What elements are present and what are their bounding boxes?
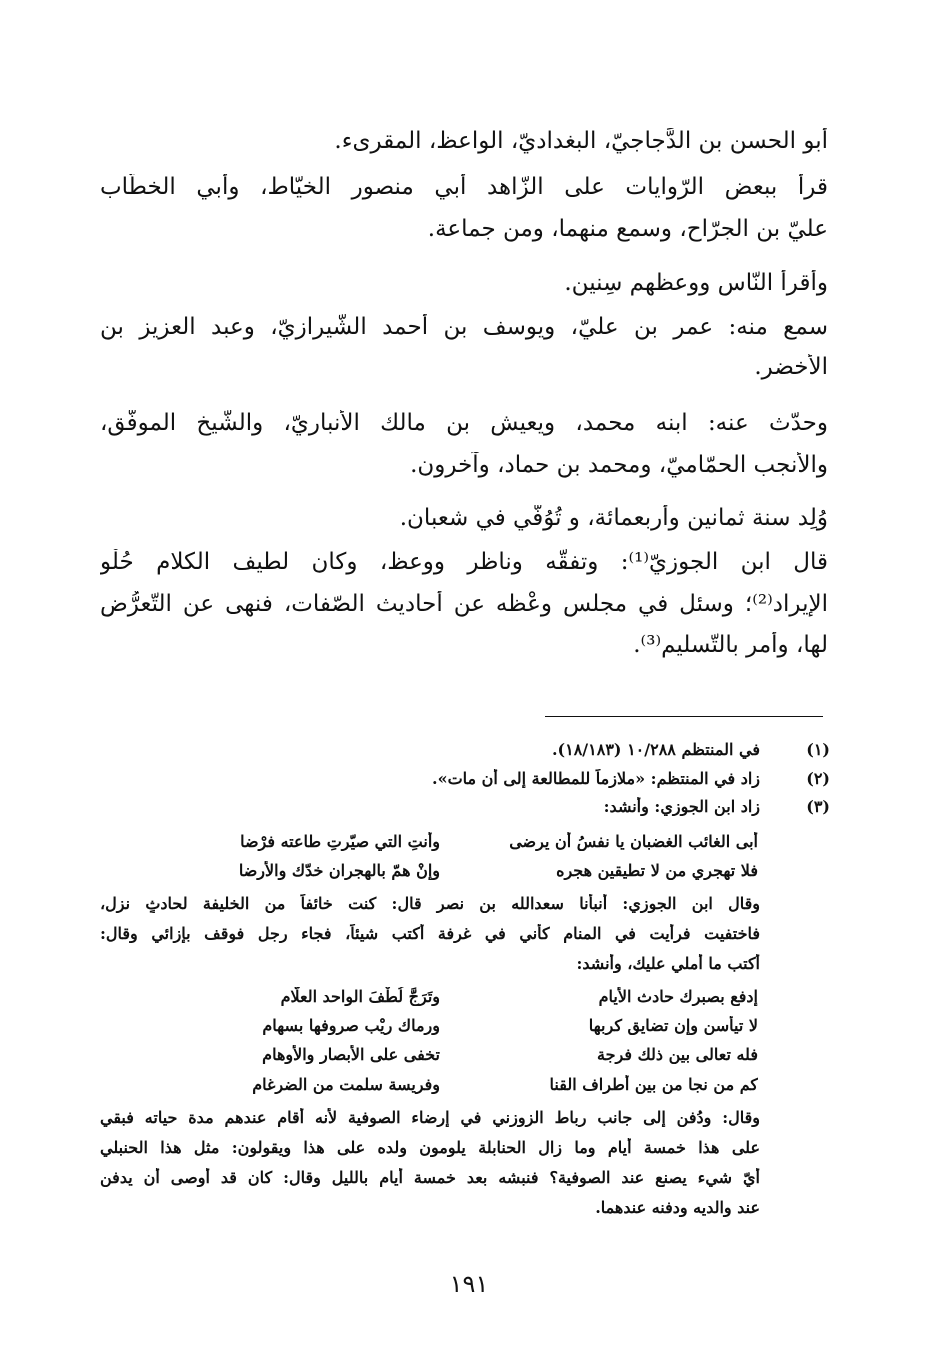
verse-hemistich: ورماك ريْب صروفها بسهام bbox=[262, 1016, 440, 1035]
footnote-3-prose-line: على هذا خمسة أيام وما زال الحنابلة يلومون ولده على هذا ويقولون: مثل هذا الحنبلي bbox=[100, 1138, 760, 1157]
footnote-3-prose-line: عند والديه ودفنه عندهما. bbox=[595, 1198, 760, 1217]
verse-hemistich: أبى الغائب الغضبان يا نفسُ أن يرضى bbox=[509, 832, 758, 851]
verse-hemistich: كم من نجا من بين أطراف القنا bbox=[549, 1075, 758, 1094]
footnote-1-text: في المنتظم ١٠/٢٨٨ (١٨/١٨٣). bbox=[551, 740, 760, 759]
footnote-separator bbox=[545, 716, 823, 717]
footnote-3-prose-line: وقال: ودُفن إلى جانب رباط الزوزني في إرضاء الصوفية لأنه أقام عندهم مدة حياته فبقي bbox=[100, 1108, 760, 1127]
footnote-1-number: (١) bbox=[806, 740, 830, 759]
verse-hemistich: تخفى على الأبصار والأوهام bbox=[262, 1045, 440, 1064]
verse-hemistich: وإنْ همّ بالهجران خدّك والأرضا bbox=[238, 861, 440, 880]
verse-hemistich: فلا تهجري من لا تطيقين هجره bbox=[556, 861, 758, 880]
body-line-9: وُلِد سنة ثمانين وأربعمائة، و تُوُفّي في شعبان. bbox=[399, 505, 828, 531]
verse-hemistich: وفريسة سلمت من الضرغام bbox=[252, 1075, 440, 1094]
body-line-11: الإيراد⁽²⁾؛ وسئل في مجلس وعْظه عن أحاديث الصّفات، فنهى عن التّعرُّض bbox=[100, 591, 828, 617]
verse-hemistich: وأنتِ التي صيّرتِ طاعته فرْضا bbox=[240, 832, 440, 851]
body-line-8: والأنجب الحمّاميّ، ومحمد بن حماد، وآخرون. bbox=[410, 452, 828, 478]
footnote-3-number: (٣) bbox=[806, 797, 830, 816]
body-line-5: سمع منه: عمر بن عليّ، ويوسف بن أحمد الشّيرازيّ، وعبد العزيز بن bbox=[100, 314, 828, 340]
verse-hemistich: فله تعالى بين ذلك فرجة bbox=[597, 1045, 758, 1064]
footnote-3-prose-line: وقال ابن الجوزي: أنبأنا سعدالله بن نصر قال: كنت خائفاً من الخليفة لحادثٍ نزل، bbox=[100, 894, 760, 913]
body-line-7: وحدّث عنه: ابنه محمد، ويعيش بن مالك الأنباريّ، والشّيخ الموفّق، bbox=[100, 410, 828, 436]
page-number: ١٩١ bbox=[449, 1270, 489, 1298]
verse-hemistich: لا تيأسن وإن تضايق كربها bbox=[588, 1016, 758, 1035]
body-line-12: لها، وأمر بالتّسليم⁽³⁾. bbox=[633, 632, 828, 658]
body-line-4: وأقرأ النّاس ووعظهم سِنين. bbox=[564, 270, 828, 296]
footnote-3-intro: زاد ابن الجوزي: وأنشد: bbox=[603, 797, 760, 816]
body-line-10: قال ابن الجوزيّ⁽¹⁾: وتفقّه وناظر ووعظ، وكان لطيف الكلام حُلْو bbox=[100, 549, 828, 575]
body-line-2: قرأ ببعض الرّوايات على الزّاهد أبي منصور الخيّاط، وأبي الخطّاب bbox=[100, 174, 828, 200]
footnote-2-text: زاد في المنتظم: «ملازماً للمطالعة إلى أن مات». bbox=[432, 769, 760, 788]
verse-hemistich: إدفع بصبرك حادث الأيام bbox=[598, 987, 758, 1006]
footnote-2-number: (٢) bbox=[806, 769, 830, 788]
footnote-3-prose-line: فاختفيت فرأيت في المنام كأني في غرفة أكتب شيئاً، فجاء رجل فوقف بإزائي وقال: bbox=[100, 924, 760, 943]
footnote-3-prose-line: أيّ شيء يصنع عند الصوفية؟ فنبشه بعد خمسة أيام بالليل وقال: كان قد أوصى أن يدفن bbox=[100, 1168, 760, 1187]
body-line-6: الأخضر. bbox=[754, 354, 828, 380]
body-line-3: عليّ بن الجرّاح، وسمع منهما، ومن جماعة. bbox=[427, 216, 828, 242]
body-line-1: أبو الحسن بن الدَّجاجيّ، البغداديّ، الواعظ، المقرىء. bbox=[334, 128, 828, 154]
verse-hemistich: وتَرَجَّ لُطْفَ الواحد العلّام bbox=[280, 987, 440, 1006]
footnote-3-prose-line: أكتب ما أملي عليك، وأنشد: bbox=[576, 954, 760, 973]
